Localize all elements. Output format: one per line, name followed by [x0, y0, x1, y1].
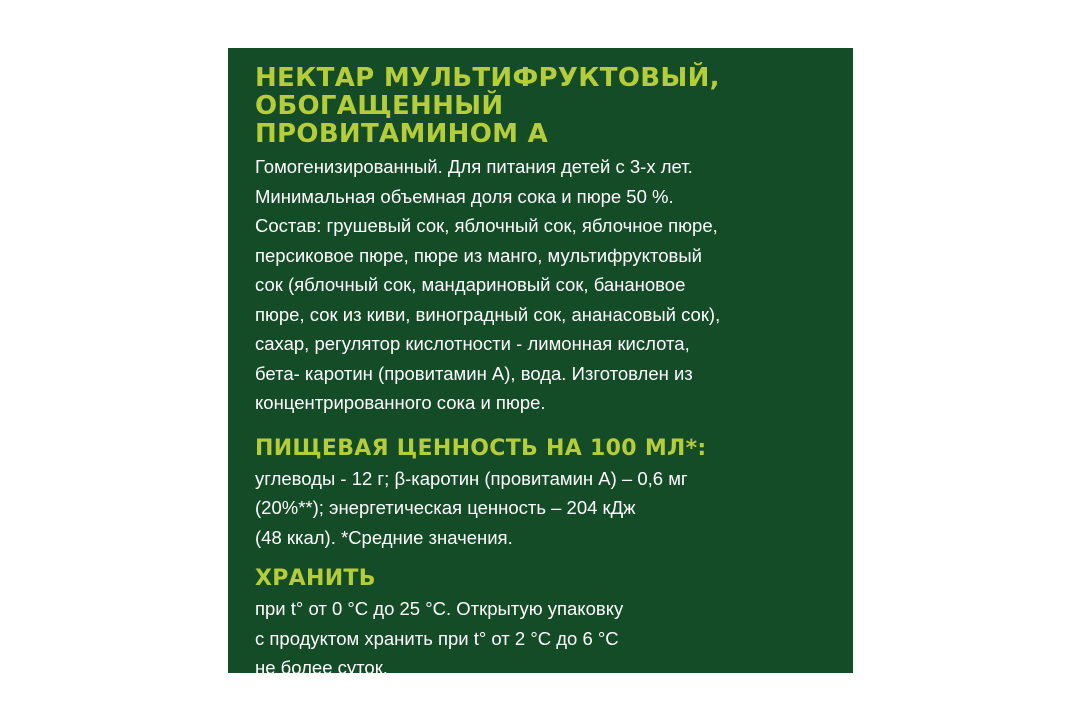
- product-title-line: НЕКТАР МУЛЬТИФРУКТОВЫЙ,: [255, 63, 720, 93]
- nutrition-line: (20%**); энергетическая ценность – 204 кДж: [255, 497, 636, 518]
- storage-line: при t° от 0 °С до 25 °С. Открытую упаковку: [255, 598, 624, 619]
- storage-line: с продуктом хранить при t° от 2 °С до 6 °С: [255, 627, 619, 649]
- description-line: сахар, регулятор кислотности - лимонная кислота,: [255, 333, 690, 354]
- description-line: персиковое пюре, пюре из манго, мультифруктовый: [255, 244, 702, 266]
- description-line: сок (яблочный сок, мандариновый сок, банановое: [255, 274, 686, 295]
- product-title-line: ОБОГАЩЕННЫЙ: [255, 91, 504, 121]
- storage-line: не более суток.: [255, 657, 388, 678]
- description-line: бета- каротин (провитамин А), вода. Изготовлен из: [255, 362, 693, 384]
- storage-heading: ХРАНИТЬ: [255, 566, 376, 591]
- description-line: концентрированного сока и пюре.: [255, 392, 546, 413]
- nutrition-facts: [255, 464, 833, 553]
- nutrition-line: (48 ккал). *Средние значения.: [255, 526, 513, 548]
- product-description: [255, 152, 833, 418]
- product-label-panel: [228, 48, 853, 678]
- product-title: [255, 64, 833, 148]
- description-line: Гомогенизированный. Для питания детей с 3-х лет.: [255, 156, 693, 177]
- description-line: пюре, сок из киви, виноградный сок, ананасовый сок),: [255, 303, 721, 325]
- storage-instructions: [255, 594, 833, 683]
- description-line: Состав: грушевый сок, яблочный сок, яблочное пюре,: [255, 215, 718, 236]
- nutrition-line: углеводы - 12 г; β-каротин (провитамин А) – 0,6 мг: [255, 467, 688, 489]
- product-title-line: ПРОВИТАМИНОМ А: [255, 119, 549, 149]
- nutrition-heading: ПИЩЕВАЯ ЦЕННОСТЬ НА 100 МЛ*:: [255, 435, 707, 461]
- description-line: Минимальная объемная доля сока и пюре 50 %.: [255, 185, 674, 207]
